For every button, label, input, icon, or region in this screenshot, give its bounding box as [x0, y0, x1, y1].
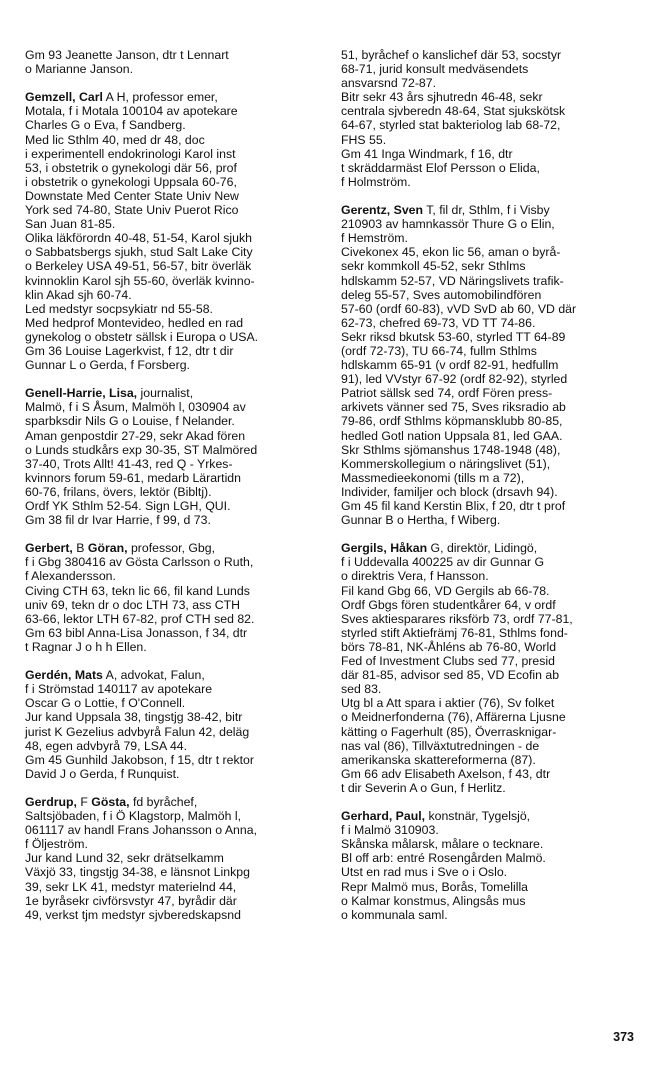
entry-name: Gemzell, Carl — [25, 90, 103, 105]
entry-line: 62-73, chefred 69-73, VD TT 74-86. — [341, 315, 536, 330]
entry-line: o Lunds studkårs exp 30-35, ST Malmöred — [25, 442, 258, 457]
entry-line: Ordf Gbgs fören studentkårer 64, v ordf — [341, 597, 556, 612]
entry-line: 37-40, Trots Allt! 41-43, red Q - Yrkes- — [25, 456, 233, 471]
entry-line: 061117 av handl Frans Johansson o Anna, — [25, 823, 257, 838]
entry-line: sparbksdir Nils G o Louise, f Nelander. — [25, 414, 235, 429]
entry-line: deleg 55-57, Sves automobilindfören — [341, 287, 542, 302]
entry-line: FHS 55. — [341, 132, 387, 147]
entry-line: f Holmström. — [341, 174, 411, 189]
entry-line: York sed 74-80, State Univ Puerot Rico — [25, 203, 239, 218]
entry-line: 57-60 (ordf 60-83), vVD SvD ab 60, VD där — [341, 301, 577, 316]
entry-line: Gm 45 fil kand Kerstin Blix, f 20, dtr t prof — [341, 499, 566, 513]
entry-line: Gm 93 Jeanette Janson, dtr t Lennart — [25, 48, 229, 62]
entry-line: (ordf 72-73), TU 66-74, fullm Sthlms — [341, 343, 537, 358]
page-number: 373 — [613, 1030, 634, 1044]
entry-line: Massmedieekonomi (tills m a 72), — [341, 470, 525, 485]
entry-line: Gm 66 adv Elisabeth Axelson, f 43, dtr — [341, 766, 551, 781]
entry-line: o Meidnerfonderna (76), Affärerna Ljusne — [341, 710, 566, 725]
entry-heading — [341, 541, 641, 555]
entry-line: Ordf YK Sthlm 52-54. Sign LGH, QUI. — [25, 499, 231, 513]
entry-heading-text: A H, professor emer, — [102, 90, 218, 105]
entry-line: Fed of Investment Clubs sed 77, presid — [341, 654, 555, 669]
entry-line: o Berkeley USA 49-51, 56-57, bitr överläk — [25, 259, 252, 274]
entry-line: centrala sjvberedn 48-64, Stat sjukskötsk — [341, 104, 566, 119]
entry-line: Malmö, f i S Åsum, Malmöh l, 030904 av — [25, 400, 246, 415]
entry-line: Motala, f i Motala 100104 av apotekare — [25, 104, 238, 119]
entry-line: o kommunala saml. — [341, 907, 448, 922]
entry-line: jurist K Gezelius advbyrå Falun 42, deläg — [25, 724, 250, 739]
entry-name: Gergils, Håkan — [341, 541, 428, 556]
entry-line: o Sabbatsbergs sjukh, stud Salt Lake City — [25, 245, 253, 260]
entry-heading-text: T, fil dr, Sthlm, f i Visby — [423, 203, 550, 218]
entry-line: hedled Gotl nation Uppsala 81, led GAA. — [341, 428, 563, 443]
entry-line: 51, byråchef o kanslichef där 53, socstyr — [341, 48, 562, 62]
entry-heading — [341, 809, 641, 823]
entry-line: 48, egen advbyrå 79, LSA 44. — [25, 738, 188, 753]
entry-heading — [25, 668, 325, 682]
entry-line: amerikanska skattereformerna (87). — [341, 752, 536, 767]
entry-line: där 81-85, advisor sed 85, VD Ecofin ab — [341, 668, 560, 683]
biography-entry — [341, 203, 641, 527]
entry-line: sekr kommkoll 45-52, sekr Sthlms — [341, 259, 526, 274]
entry-line: sed 83. — [341, 682, 382, 697]
entry-heading — [25, 541, 325, 555]
entry-line: Gm 36 Louise Lagerkvist, f 12, dtr t dir — [25, 343, 234, 358]
entry-line: Jur kand Uppsala 38, tingstjg 38-42, bitr — [25, 710, 243, 725]
entry-name: Gerdén, Mats — [25, 668, 103, 683]
entry-line: f Hemström. — [341, 231, 408, 246]
entry-name: Gerdrup, — [25, 794, 77, 809]
entry-line: 210903 av hamnkassör Thure G o Elin, — [341, 217, 555, 232]
entry-name: Gerhard, Paul, — [341, 809, 426, 824]
entry-line: 63-66, lektor LTH 67-82, prof CTH sed 82. — [25, 611, 255, 626]
entry-line: Fil kand Gbg 66, VD Gergils ab 66-78. — [341, 583, 550, 598]
entry-heading — [341, 203, 641, 217]
entry-line: Olika läkförordn 40-48, 51-54, Karol sjukh — [25, 231, 252, 246]
entry-line: 39, sekr LK 41, medstyr materielnd 44, — [25, 879, 237, 894]
biography-entry — [25, 48, 325, 76]
entry-name-given: Göran, — [87, 541, 128, 556]
entry-line: f Alexandersson. — [25, 569, 116, 584]
entry-heading-text: G, direktör, Lidingö, — [427, 541, 538, 556]
right-column — [341, 48, 641, 936]
entry-name: Gerentz, Sven — [341, 203, 424, 218]
entry-line: Individer, familjer och block (drsavh 94). — [341, 484, 558, 499]
biography-entry — [25, 795, 325, 922]
entry-name: Gerbert, — [25, 541, 73, 556]
entry-line: 60-76, frilans, övers, lektör (Bibltj). — [25, 484, 212, 499]
entry-line: Bl off arb: entré Rosengården Malmö. — [341, 851, 546, 866]
entry-line: hdlskamm 65-91 (v ordf 82-91, hedfullm — [341, 358, 559, 373]
entry-line: f i Uddevalla 400225 av dir Gunnar G — [341, 555, 545, 570]
entry-heading — [25, 90, 325, 104]
entry-line: f i Gbg 380416 av Gösta Carlsson o Ruth, — [25, 555, 254, 570]
entry-heading — [25, 386, 325, 400]
left-column — [25, 48, 325, 936]
entry-line: styrled stift Aktiefrämj 76-81, Sthlms fond- — [341, 625, 568, 640]
entry-line: Patriot sällsk sed 74, ordf Fören press- — [341, 386, 553, 401]
entry-line: nas val (86), Tillväxtutredningen - de — [341, 738, 540, 753]
entry-name: Genell-Harrie, Lisa, — [25, 386, 138, 401]
entry-line: o Marianne Janson. — [25, 62, 134, 77]
entry-line: Kommerskollegium o näringslivet (51), — [341, 456, 551, 471]
biography-entry — [25, 541, 325, 654]
entry-line: Med lic Sthlm 40, med dr 48, doc — [25, 132, 205, 147]
entry-line: 64-67, styrled stat bakteriolog lab 68-72, — [341, 118, 561, 133]
entry-line: kvinnors forum 59-61, medarb Lärartidn — [25, 470, 241, 485]
entry-line: arkivets vänner sed 75, Sves riksradio ab — [341, 400, 566, 415]
biography-entry — [341, 48, 641, 189]
entry-line: Med hedprof Montevideo, hedled en rad — [25, 315, 244, 330]
entry-line: t dir Severin A o Gun, f Herlitz. — [341, 780, 506, 795]
entry-line: 53, i obstetrik o gynekologi där 56, prof — [25, 160, 237, 175]
entry-line: Utst en rad mus i Sve o i Oslo. — [341, 865, 508, 880]
entry-line: 49, verkst tjm medstyr sjvberedskapsnd — [25, 907, 241, 922]
entry-line: Gm 45 Gunhild Jakobson, f 15, dtr t rektor — [25, 752, 254, 767]
entry-line: Gm 38 fil dr Ivar Harrie, f 99, d 73. — [25, 513, 211, 528]
biography-entry — [25, 668, 325, 781]
biography-entry — [25, 386, 325, 527]
entry-line: ansvarsnd 72-87. — [341, 76, 437, 91]
entry-line: Civing CTH 63, tekn lic 66, fil kand Lunds — [25, 583, 250, 598]
entry-line: Oscar G o Lottie, f O'Connell. — [25, 696, 186, 711]
entry-line: univ 69, tekn dr o doc LTH 73, ass CTH — [25, 597, 241, 612]
entry-heading-text: journalist, — [137, 386, 194, 401]
entry-line: o Kalmar konstmus, Alingsås mus — [341, 893, 526, 908]
entry-line: 1e byråsekr civförsvstyr 47, byrådir där — [25, 893, 237, 908]
entry-line: f Öljeström. — [25, 837, 88, 852]
entry-line: klin Akad sjh 60-74. — [25, 287, 132, 302]
entry-line: Utg bl a Att spara i aktier (76), Sv folket — [341, 696, 555, 711]
entry-heading-text: professor, Gbg, — [127, 541, 216, 556]
entry-line: Sves aktiesparares riksförb 73, ordf 77-81, — [341, 611, 573, 626]
entry-line: Bitr sekr 43 års sjhutredn 46-48, sekr — [341, 90, 543, 105]
entry-line: i obstetrik o gynekologi Uppsala 60-76, — [25, 174, 237, 189]
entry-line: Civekonex 45, ekon lic 56, aman o byrå- — [341, 245, 561, 260]
entry-line: Gunnar L o Gerda, f Forsberg. — [25, 358, 190, 373]
entry-line: 79-86, ordf Sthlms köpmansklubb 80-85, — [341, 414, 563, 429]
entry-line: t Ragnar J o h h Ellen. — [25, 639, 147, 654]
entry-name-middle: F — [76, 794, 92, 809]
entry-line: kätting o Fagerhult (85), Överrasknigar- — [341, 724, 557, 739]
biography-entry — [341, 541, 641, 795]
entry-line: Downstate Med Center State Univ New — [25, 188, 239, 203]
entry-line: 68-71, jurid konsult medväsendets — [341, 62, 529, 77]
entry-name-given: Gösta, — [91, 794, 130, 809]
entry-line: Aman genpostdir 27-29, sekr Akad fören — [25, 428, 246, 443]
entry-line: o direktris Vera, f Hansson. — [341, 569, 489, 584]
entry-line: hdlskamm 52-57, VD Näringslivets trafik- — [341, 273, 564, 288]
entry-line: börs 78-81, NK-Åhléns ab 76-80, World — [341, 639, 557, 654]
entry-line: f i Malmö 310903. — [341, 823, 439, 838]
entry-line: Gunnar B o Hertha, f Wiberg. — [341, 513, 501, 528]
entry-line: t skräddarmäst Elof Persson o Elida, — [341, 160, 540, 175]
entry-line: San Juan 81-85. — [25, 217, 116, 232]
entry-line: Gm 41 Inga Windmark, f 16, dtr — [341, 146, 513, 161]
entry-line: Skånska målarsk, målare o tecknare. — [341, 837, 544, 852]
entry-line: Saltsjöbaden, f i Ö Klagstorp, Malmöh l, — [25, 809, 241, 824]
entry-line: Gm 63 bibl Anna-Lisa Jonasson, f 34, dtr — [25, 625, 248, 640]
biography-entry — [25, 90, 325, 372]
entry-line: Sekr riksd bkutsk 53-60, styrled TT 64-89 — [341, 329, 566, 344]
entry-line: f i Strömstad 140117 av apotekare — [25, 682, 213, 697]
biography-entry — [341, 809, 641, 922]
entry-line: Skr Sthlms sjömanshus 1748-1948 (48), — [341, 442, 561, 457]
entry-line: Led medstyr socpsykiatr nd 55-58. — [25, 301, 213, 316]
entry-line: 91), led VVstyr 67-92 (ordf 82-92), styrled — [341, 372, 568, 387]
entry-heading-text: konstnär, Tygelsjö, — [425, 809, 531, 824]
entry-line: David J o Gerda, f Runquist. — [25, 766, 180, 781]
entry-name-middle: B — [72, 541, 88, 556]
entry-line: Jur kand Lund 32, sekr drätselkamm — [25, 851, 224, 866]
entry-line: Charles G o Eva, f Sandberg. — [25, 118, 186, 133]
entry-line: Växjö 33, tingstjg 34-38, e länsnot Linkpg — [25, 865, 250, 880]
entry-line: kvinnoklin Karol sjh 55-60, överläk kvinno- — [25, 273, 255, 288]
entry-line: gynekolog o obstetr sällsk i Europa o USA. — [25, 329, 259, 344]
entry-line: i experimentell endokrinologi Karol inst — [25, 146, 236, 161]
entry-heading-text: fd byråchef, — [129, 794, 198, 809]
entry-heading-text: A, advokat, Falun, — [102, 668, 205, 683]
entry-heading — [25, 795, 325, 809]
entry-line: Repr Malmö mus, Borås, Tomelilla — [341, 879, 529, 894]
